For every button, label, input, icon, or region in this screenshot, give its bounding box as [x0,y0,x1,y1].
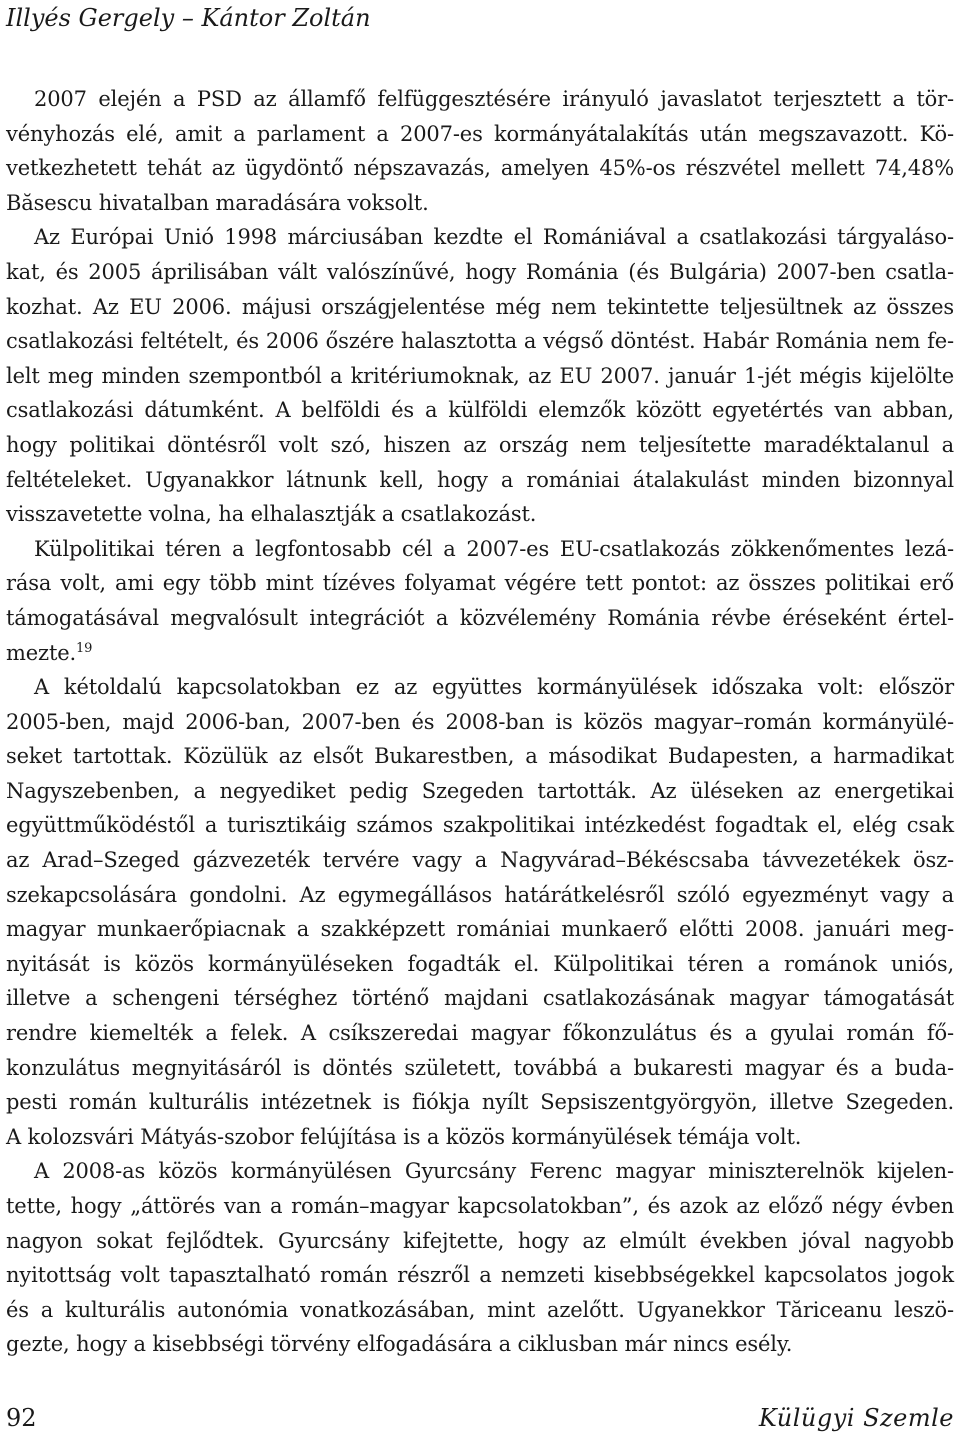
text-line: hogy politikai döntésről volt szó, hiszen az ország nem teljesítette maradéktalanul a [6,432,954,457]
text-line: kat, és 2005 áprilisában vált valószínűvé, hogy Románia (és Bulgária) 2007-ben csatla- [6,259,954,284]
text-line: A kétoldalú kapcsolatokban ez az együttes kormányülések időszaka volt: először [34,675,954,700]
text-line: Az Európai Unió 1998 márciusában kezdte el Romániával a csatlakozási tárgyaláso- [34,225,954,250]
article-body [6,82,954,1362]
text-line: gezte, hogy a kisebbségi törvény elfogadására a ciklusban már nincs esély. [6,1332,793,1357]
text-line: Băsescu hivatalban maradására voksolt. [6,190,429,215]
text-line: nyitottság volt tapasztalható román részről a nemzeti kisebbségekkel kapcsolatos jogok [6,1263,954,1288]
text-line: illetve a schengeni térséghez történő majdani csatlakozásának magyar támogatását [6,986,954,1011]
text-line: A 2008-as közös kormányülésen Gyurcsány Ferenc magyar miniszterelnök kijelen- [34,1159,954,1184]
text-line: csatlakozási feltételt, és 2006 őszére halasztotta a végső döntést. Habár Románia nem fe- [6,329,954,354]
text-line: Külpolitikai téren a legfontosabb cél a 2007-es EU-csatlakozás zökkenőmentes lezá- [34,536,954,561]
paragraph [6,532,954,670]
text-line: visszavetette volna, ha elhalasztják a csatlakozást. [6,502,537,527]
text-line: vényhozás elé, amit a parlament a 2007-es kormányátalakítás után megszavazott. Kö- [6,121,954,146]
text-line: az Arad–Szeged gázvezeték tervére vagy a Nagyvárad–Békéscsaba távvezetékek ösz- [6,848,954,873]
text-line: rendre kiemelték a felek. A csíkszeredai magyar főkonzulátus és a gyulai román fő- [6,1021,954,1046]
text-line: nagyon sokat fejlődtek. Gyurcsány kifejtette, hogy az elmúlt években jóval nagyobb [6,1228,954,1253]
text-line: A kolozsvári Mátyás-szobor felújítása is a közös kormányülések témája volt. [6,1124,802,1149]
text-line: csatlakozási dátumként. A belföldi és a külföldi elemzők között egyetértés van abban, [6,398,954,423]
page-number: 92 [6,1404,37,1432]
text-line: konzulátus megnyitásáról is döntés született, továbbá a bukaresti magyar és a buda- [6,1055,954,1080]
text-line: nyitását is közös kormányüléseken fogadták el. Külpolitikai téren a románok uniós, [6,951,954,976]
text-line: 2007 elején a PSD az államfő felfüggesztésére irányuló javaslatot terjesztett a tör- [34,87,954,111]
text-line: és a kulturális autonómia vonatkozásában, mint azelőtt. Ugyanekkor Tăriceanu leszö- [6,1297,954,1322]
text-line: kozhat. Az EU 2006. májusi országjelentése még nem tekintette teljesültnek az összes [6,294,954,319]
text-line: seket tartottak. Közülük az elsőt Bukarestben, a másodikat Budapesten, a harmadikat [6,744,954,769]
text-line: pesti román kulturális intézetnek is fiókja nyílt Sepsiszentgyörgyön, illetve Szegeden. [6,1090,954,1115]
text-line: mezte. [6,640,77,665]
text-line: támogatásával megvalósult integrációt a közvélemény Románia révbe éréseként értel- [6,605,954,630]
text-line-with-footnote [6,636,954,671]
paragraph [6,670,954,1154]
paragraph [6,82,954,220]
paragraph [6,220,954,531]
footnote-reference[interactable]: 19 [76,640,93,656]
text-line: vetkezhetett tehát az ügydöntő népszavazás, amelyen 45%-os részvétel mellett 74,48% [6,156,954,181]
paragraph [6,1154,954,1362]
text-line: tette, hogy „áttörés van a román–magyar kapcsolatokban”, és azok az előző négy évben [6,1194,954,1218]
text-line: lelt meg minden szempontból a kritériumoknak, az EU 2007. január 1-jét mégis kijelölte [6,363,954,388]
text-line: Nagyszebenben, a negyediket pedig Szegeden tartották. Az üléseken az energetikai [6,778,954,803]
text-line: rása volt, ami egy több mint tízéves folyamat végére tett pontot: az összes politikai erő [6,571,954,596]
running-head-authors: Illyés Gergely – Kántor Zoltán [6,4,371,32]
text-line: 2005-ben, majd 2006-ban, 2007-ben és 2008-ban is közös magyar–román kormányülé- [6,709,954,734]
text-line: együttműködéstől a turisztikáig számos szakpolitikai intézkedést fogadtak el, elég csak [6,813,954,838]
journal-title: Külügyi Szemle [758,1404,954,1432]
text-line: feltételeket. Ugyanakkor látnunk kell, hogy a romániai átalakulást minden bizonnyal [6,467,954,492]
text-line: magyar munkaerőpiacnak a szakképzett romániai munkaerő előtti 2008. januári meg- [6,917,954,942]
text-line: szekapcsolására gondolni. Az egymegállásos határátkelésről szóló egyezményt vagy a [6,882,954,907]
